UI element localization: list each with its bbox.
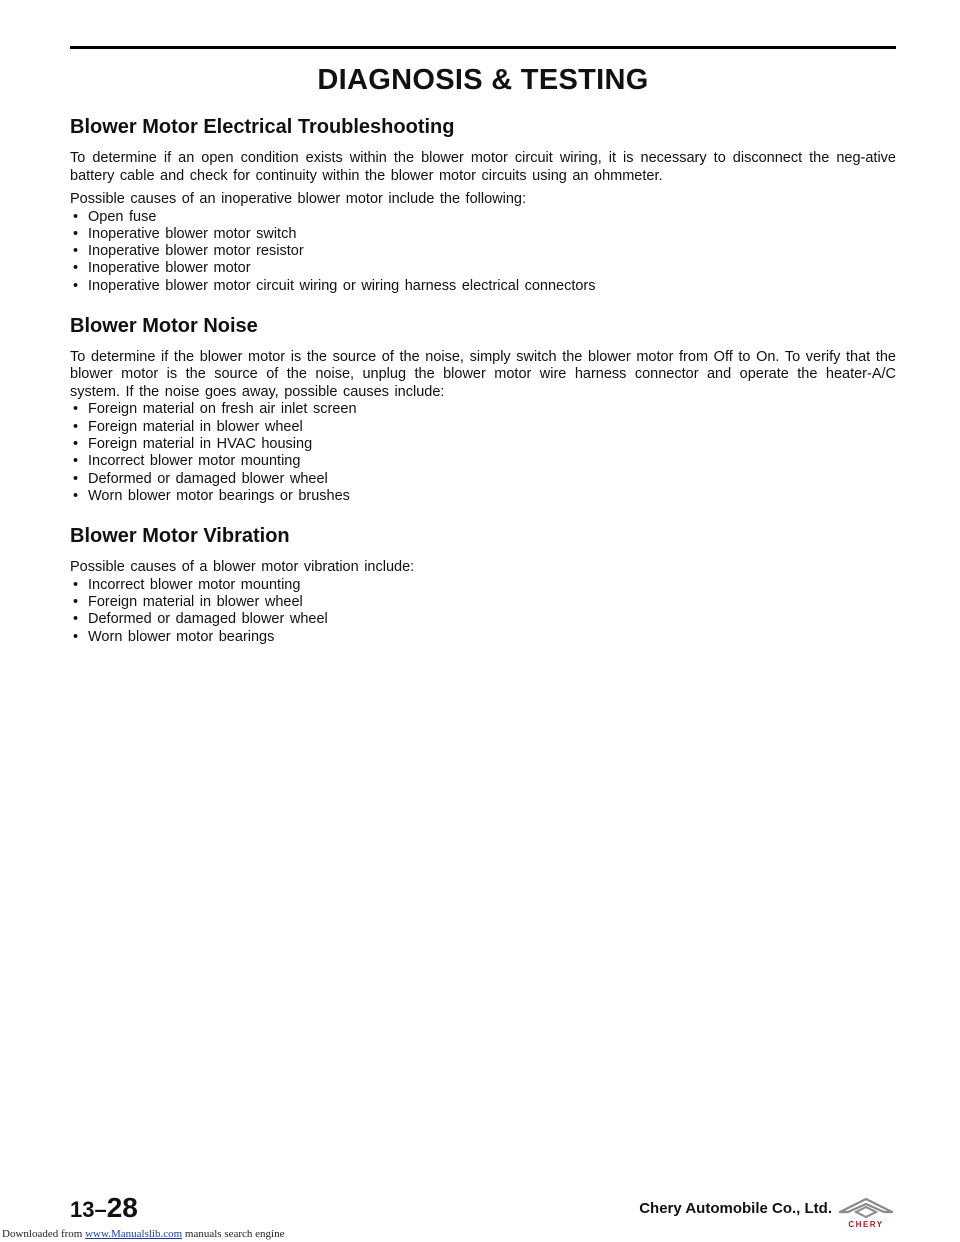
bullet-icon: • [73, 401, 79, 418]
section-heading: Blower Motor Electrical Troubleshooting [70, 116, 455, 138]
list-item [70, 278, 896, 295]
list-item [70, 209, 896, 226]
list-item [70, 611, 896, 628]
section-heading: Blower Motor Noise [70, 314, 258, 337]
list-item-text: Inoperative blower motor circuit wiring or wiring harness electrical connectors [88, 277, 596, 294]
list-item-text: Foreign material on fresh air inlet screen [88, 401, 357, 418]
paragraph: To determine if an open condition exists within the blower motor circuit wiring, it is necessary to disconnect the neg-ative battery cable and check for continuity within the blower motor circuits using an ohmmeter. [70, 150, 896, 184]
download-note-suffix: manuals search engine [182, 1228, 285, 1240]
bullet-icon: • [73, 277, 79, 294]
list-item-text: Foreign material in blower wheel [88, 418, 303, 435]
list-item [70, 419, 896, 436]
manualslib-link[interactable]: www.Manualslib.com [85, 1228, 183, 1240]
bullet-icon: • [73, 453, 79, 470]
bullet-icon: • [73, 436, 79, 453]
section-blower-motor-vibration [70, 523, 896, 646]
list-item-text: Inoperative blower motor switch [88, 225, 297, 242]
company-name: Chery Automobile Co., Ltd. [639, 1200, 832, 1217]
logo-text: CHERY [848, 1220, 884, 1229]
list-item-text: Worn blower motor bearings [88, 628, 275, 645]
top-rule [70, 46, 896, 49]
section-number: 13– [70, 1197, 107, 1222]
bullet-icon: • [73, 243, 79, 260]
list-item-text: Inoperative blower motor [88, 260, 251, 277]
list-item-text: Incorrect blower motor mounting [88, 453, 301, 470]
bullet-icon: • [73, 611, 79, 628]
bullet-icon: • [73, 594, 79, 611]
page-number-value: 28 [106, 1192, 138, 1223]
list-item [70, 471, 896, 488]
page-title: DIAGNOSIS & TESTING [317, 64, 649, 96]
bullet-icon: • [73, 418, 79, 435]
list-item [70, 453, 896, 470]
list-item [70, 260, 896, 277]
download-note [2, 1228, 284, 1240]
list-item [70, 577, 896, 594]
list-item-text: Deformed or damaged blower wheel [88, 611, 328, 628]
list-item [70, 226, 896, 243]
bullet-icon: • [73, 487, 79, 504]
bullet-icon: • [73, 470, 79, 487]
list-item [70, 401, 896, 418]
logo-inner [856, 1207, 876, 1217]
download-note-prefix: Downloaded from [2, 1228, 86, 1240]
list-item-text: Worn blower motor bearings or brushes [88, 487, 350, 504]
paragraph: To determine if the blower motor is the source of the noise, simply switch the blower motor from Off to On. To verify that the blower motor is the source of the noise, unplug the blower motor wire harness connector and operate the heater-A/C system. If the noise goes away, possible causes include: [70, 348, 896, 400]
paragraph: Possible causes of a blower motor vibration include: [70, 559, 415, 576]
section-heading: Blower Motor Vibration [70, 525, 290, 548]
bullet-icon: • [73, 208, 79, 225]
content [70, 114, 896, 664]
logo-outline [840, 1199, 892, 1212]
list-item-text: Inoperative blower motor resistor [88, 243, 304, 260]
bullet-list [70, 401, 896, 505]
bullet-list [70, 209, 896, 295]
bullet-icon: • [73, 576, 79, 593]
list-item-text: Foreign material in HVAC housing [88, 436, 313, 453]
list-item-text: Deformed or damaged blower wheel [88, 470, 328, 487]
chery-logo-icon [836, 1196, 896, 1230]
bullet-icon: • [73, 225, 79, 242]
list-item [70, 488, 896, 505]
section-blower-motor-noise [70, 313, 896, 505]
list-item-text: Open fuse [88, 208, 157, 225]
list-item [70, 243, 896, 260]
bullet-icon: • [73, 628, 79, 645]
page-number [70, 1194, 138, 1224]
paragraph: Possible causes of an inoperative blower motor include the following: [70, 191, 526, 207]
section-electrical-troubleshooting [70, 114, 896, 295]
bullet-icon: • [73, 260, 79, 277]
bullet-list [70, 577, 896, 646]
list-item [70, 629, 896, 646]
list-item [70, 594, 896, 611]
list-item [70, 436, 896, 453]
list-item-text: Foreign material in blower wheel [88, 594, 303, 611]
list-item-text: Incorrect blower motor mounting [88, 576, 301, 593]
